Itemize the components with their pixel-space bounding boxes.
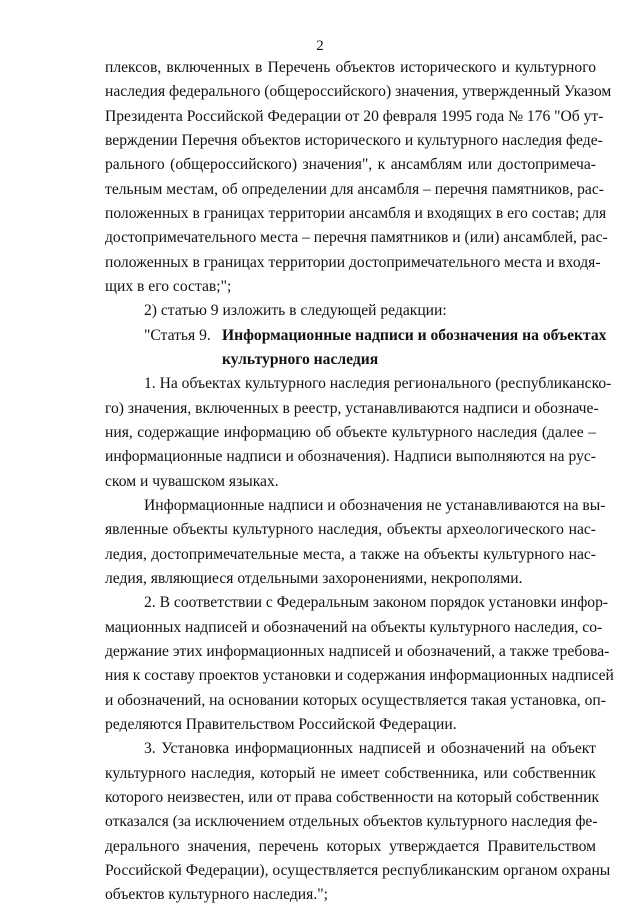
text-line: явленные объекты культурного наследия, объекты археологического нас- [105,521,596,538]
text-line: го) значения, включенных в реестр, устанавливаются надписи и обозначе- [105,400,599,417]
text-line: 3. Установка информационных надписей и обозначений на объект [144,740,596,757]
list-item: 2) статью 9 изложить в следующей редакции: [144,302,447,319]
text-line: ния, содержащие информацию об объекте культурного наследия (далее – [105,424,596,441]
text-line: плексов, включенных в Перечень объектов исторического и культурного [105,59,596,76]
text-line: которого неизвестен, или от права собственности на который собственник [105,789,600,806]
text-line: ледия, являющиеся отдельными захоронениями, некрополями. [105,570,523,587]
article-label: "Статья 9. [144,327,211,344]
text-line: рального (общероссийского) значения", к ансамблям или достопримеча- [105,156,596,173]
text-line: держание этих информационных надписей и обозначений, а также требова- [105,643,610,660]
text-line: объектов культурного наследия."; [105,886,328,903]
article-heading [144,326,607,345]
text-line: щих в его состав;"; [105,278,232,295]
text-line: верждении Перечня объектов исторического и культурного наследия феде- [105,132,603,149]
text-line: ределяются Правительством Российской Федерации. [105,716,457,733]
text-line: тельным местам, об определении для ансамбля – перечня памятников, рас- [105,181,604,198]
text-line: положенных в границах территории достопримечательного места и входя- [105,254,601,271]
text-line: Российской Федерации), осуществляется республиканским органом охраны [105,862,611,879]
text-line: 1. На объектах культурного наследия регионального (республиканско- [144,375,612,392]
text-line: ском и чувашском языках. [105,473,279,490]
text-line: 2. В соответствии с Федеральным законом порядок установки инфор- [144,594,609,611]
text-line: достопримечательного места – перечня памятников и (или) ансамблей, рас- [105,229,608,246]
text-line: культурного наследия, который не имеет собственника, или собственник [105,765,596,782]
text-line: ледия, достопримечательные места, а также на объекты культурного нас- [105,546,596,563]
text-line: наследия федерального (общероссийского) значения, утвержденный Указом [105,83,612,100]
article-title-cont: культурного наследия [222,351,379,368]
text-line: и обозначений, на основании которых осуществляется такая установка, оп- [105,692,606,709]
text-line: положенных в границах территории ансамбля и входящих в его состав; для [105,205,607,222]
text-line: отказался (за исключением отдельных объектов культурного наследия фе- [105,813,598,830]
article-title: Информационные надписи и обозначения на объектах [222,327,607,344]
text-line: Президента Российской Федерации от 20 февраля 1995 года № 176 "Об ут- [105,108,604,125]
text-line: информационные надписи и обозначения). Надписи выполняются на рус- [105,448,596,465]
text-line: мационных надписей и обозначений на объекты культурного наследия, со- [105,619,603,636]
text-line: ния к составу проектов установки и содержания информационных надписей [105,667,614,684]
page-number: 2 [316,38,324,54]
text-line: дерального значения, перечень которых утверждается Правительством [105,838,596,855]
text-line: Информационные надписи и обозначения не устанавливаются на вы- [144,497,606,514]
